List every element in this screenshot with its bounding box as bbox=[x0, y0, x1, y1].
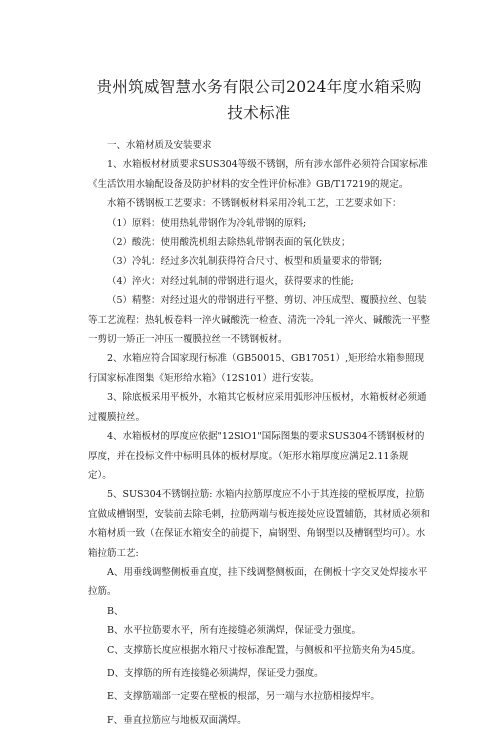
paragraph-3: （1）原料：使用热轧带钢作为冷轧带钢的原料; bbox=[107, 217, 307, 229]
paragraph-7: （5）精整：对经过退火的带钢进行平整、剪切、冲压成型、覆膜拉丝、包装等工艺流程：热轧板卷料一淬火碱酸洗一检查、清洗一冷轧一淬火、碱酸洗一平整一剪切一矫正一冲压一覆膜拉丝一不锈钢板材。 bbox=[88, 295, 431, 346]
paragraph-4: （2）酸洗：使用酸洗机组去除热轧带钢表面的氧化铁皮； bbox=[107, 237, 351, 249]
paragraph-13: B、 bbox=[107, 605, 124, 617]
paragraph-1: 1、水箱板材材质要求SUS304等级不锈钢，所有涉水部件必须符合国家标准《生活饮用水输配设备及防护材料的安全性评价标准》GB/T17219的规定。 bbox=[88, 159, 428, 190]
paragraph-14: B、水平拉筋要水平，所有连接缝必须满焊，保证受力强度。 bbox=[107, 625, 361, 637]
paragraph-16: D、支撑筋的所有连接缝必须满焊，保证受力强度。 bbox=[107, 667, 324, 679]
paragraph-12: A、用垂线调整侧板垂直度，挂下线调整侧板面，在侧板十字交叉处焊接水平拉筋。 bbox=[88, 566, 428, 598]
section-heading-1: 一、水箱材质及安装要求 bbox=[107, 140, 212, 151]
paragraph-15: C、支撑筋长度应根据水箱尺寸按标准配置，与侧板和平拉筋夹角为45度。 bbox=[107, 644, 421, 656]
paragraph-18: F、垂直拉筋应与地板双面满焊。 bbox=[107, 714, 247, 726]
doc-title-line2: 技术标准 bbox=[227, 104, 291, 122]
paragraph-2: 水箱不锈钢板工艺要求：不锈钢板材料采用冷轧工艺，工艺要求如下： bbox=[107, 198, 402, 210]
paragraph-6: （4）淬火：对经过轧制的带钢进行退火，获得要求的性能; bbox=[107, 275, 354, 287]
paragraph-10: 4、水箱板材的厚度应依据"12SlO1"国际图集的要求SUS304不锈钢板材的厚度，并在投标文件中标明具体的板材厚度。（矩形水箱厚度应满足2.11条规定）。 bbox=[88, 431, 425, 481]
paragraph-5: （3）冷轧：经过多次轧制获得符合尺寸、板型和质量要求的带钢; bbox=[107, 256, 383, 268]
paragraph-9: 3、除底板采用平板外，水箱其它板材应采用弧形冲压板材，水箱板材必须通过覆膜拉丝。 bbox=[88, 392, 427, 423]
doc-title-line1: 贵州筑威智慧水务有限公司2024年度水箱采购 bbox=[96, 78, 422, 96]
paragraph-17: E、支撑筋端部一定要在壁板的根部，另一端与水拉筋相接焊牢。 bbox=[107, 691, 380, 703]
paragraph-11: 5、SUS304不锈钢拉筋: 水箱内拉筋厚度应不小于其连接的壁板厚度，拉筋宜做成槽钢型，安装前去除毛刺，拉筋两端与板连接处应设置辅筋，其材质必须和水箱材质一致（在保证水箱安全的前提下，扁钢型、角钢型以及槽钢型均可）。水箱拉筋工艺: bbox=[88, 489, 431, 559]
paragraph-8: 2、水箱应符合国家现行标准（GB50015、GB17051）,矩形给水箱参照现行国家标准图集《矩形给水箱》（12S101）进行安装。 bbox=[88, 353, 425, 384]
